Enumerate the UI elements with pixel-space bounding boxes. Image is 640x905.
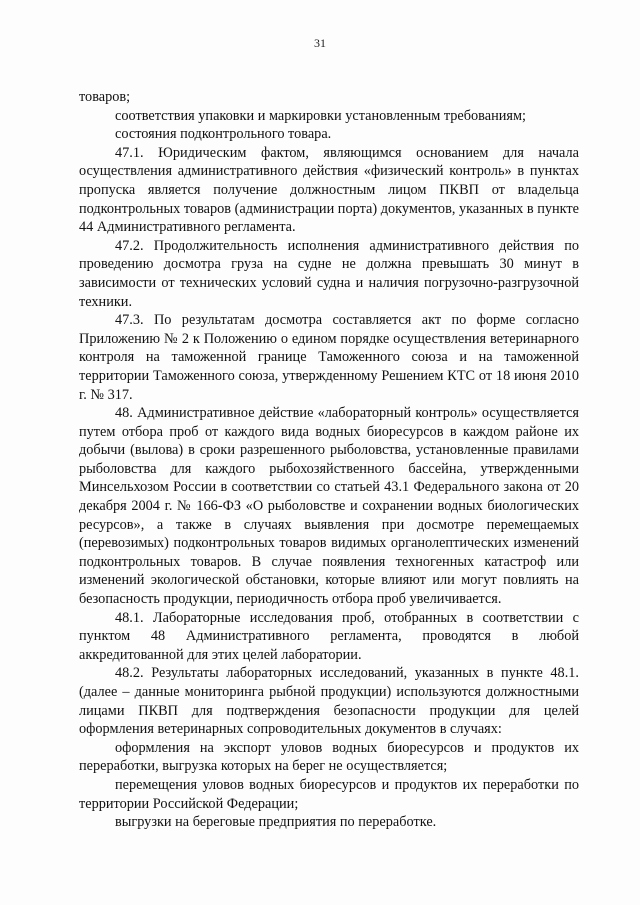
paragraph-packaging-compliance: соответствия упаковки и маркировки установленным требованиям; xyxy=(115,107,526,124)
paragraph-goods-condition: состояния подконтрольного товара. xyxy=(115,126,332,143)
paragraph-48-1: 48.1. Лабораторные исследования проб, отобранных в соответствии с пунктом 48 Административного регламента, проводятся в любой аккредитованной для этих целей лаборатории. xyxy=(79,609,579,663)
paragraph-processing-case: выгрузки на береговые предприятия по переработке. xyxy=(115,814,437,831)
paragraph-48-2: 48.2. Результаты лабораторных исследований, указанных в пункте 48.1. (далее – данные мониторинга рыбной продукции) используются должностными лицами ПКВП для подтверждения безопасности продукции для целей оформления ветеринарных сопроводительных документов в случаях: xyxy=(79,665,579,738)
paragraph-47-3: 47.3. По результатам досмотра составляется акт по форме согласно Приложению № 2 к Положению о едином порядке осуществления ветеринарного контроля на таможенной границе Таможенного союза и на таможенной территории Таможенного союза, утвержденному Решением КТС от 18 июня 2010 г. № 317. xyxy=(79,312,579,403)
page-number: 31 xyxy=(314,36,326,50)
paragraph-continuation: товаров; xyxy=(79,89,131,105)
paragraph-47-2: 47.2. Продолжительность исполнения административного действия по проведению досмотра груза на судне не должна превышать 30 минут в зависимости от технических условий судна и наличия погрузочно-разгрузочной техники. xyxy=(79,237,579,310)
paragraph-48: 48. Административное действие «лабораторный контроль» осуществляется путем отбора проб от каждого вида водных биоресурсов в каждом районе их добычи (вылова) в сроки разрешенного рыболовства, установленные правилами рыболовства для каждого рыбохозяйственного бассейна, утвержденными Минсельхозом России в соответствии со статьей 43.1 Федерального закона от 20 декабря 2004 г. № 166-ФЗ «О рыболовстве и сохранении водных биологических ресурсов», а также в случаях выявления при досмотре перемещаемых (перевозимых) подконтрольных товаров видимых органолептических изменений подконтрольных товаров. В случае появления техногенных катастроф или изменений экологической обстановки, которые влияют или могут повлиять на безопасность продукции, периодичность отбора проб увеличивается. xyxy=(79,405,579,608)
document-body xyxy=(79,88,579,832)
paragraph-47-1: 47.1. Юридическим фактом, являющимся основанием для начала осуществления административного действия «физический контроль» в пунктах пропуска является получение должностным лицом ПКВП от владельца подконтрольных товаров (администрации порта) документов, указанных в пункте 44 Административного регламента. xyxy=(79,144,579,236)
paragraph-export-case: оформления на экспорт уловов водных биоресурсов и продуктов их переработки, выгрузка которых на берег не осуществляется; xyxy=(79,739,579,775)
paragraph-transport-case: перемещения уловов водных биоресурсов и продуктов их переработки по территории Российской Федерации; xyxy=(79,776,579,812)
